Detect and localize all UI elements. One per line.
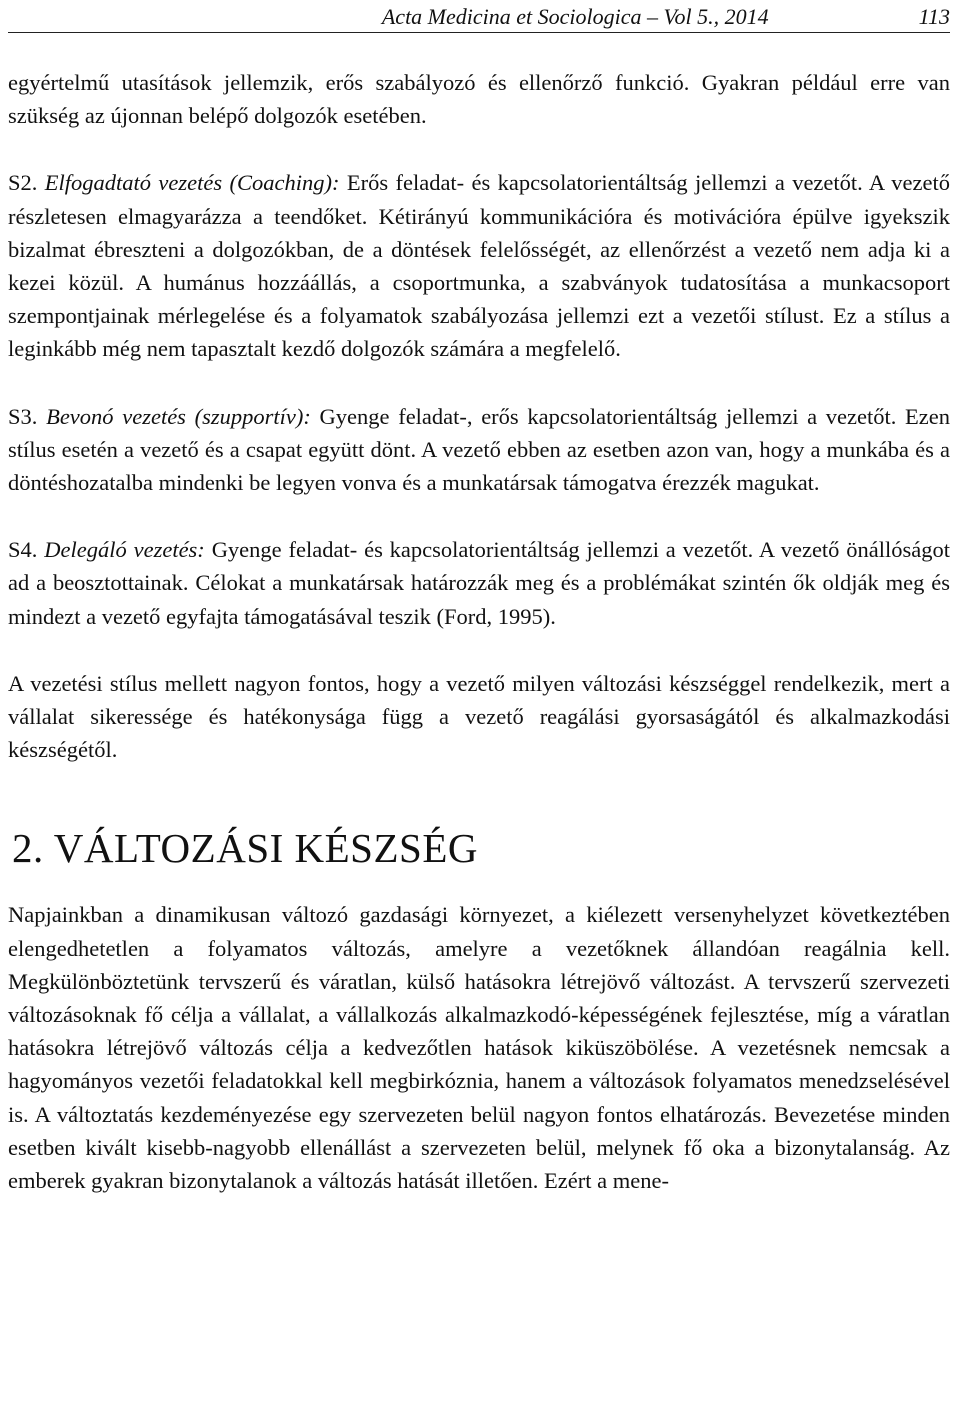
s3-label: S3. [8,403,38,429]
s4-text: Gyenge feladat- és kapcsolatorientáltság jellemzi a vezetőt. A vezető önállóságot ad a beosztottainak. Célokat a munkatársak határozzák meg és a problémákat szintén ők oldják meg és mindezt a vezető egyfajta támogatásával teszik (Ford, 1995). [8,537,951,629]
page-number: 113 [918,4,950,29]
s4-label: S4. [8,537,38,563]
s2-text: Erős feladat- és kapcsolatorientáltság jellemzi a vezetőt. A vezető részletesen elmagyarázza a teendőket. Kétirányú kommunikációra és motivációra épülve igyekszik bizalmat ébreszteni a dolgozókban, de a döntések felelősségét, az ellenőrzést a vezető nem adja ki a kezei közül. A humánus hozzáállás, a csoportmunka, a szabványok tudatosítása a munkacsoport szempontjainak mérlegelése és a folyamatok szabályozása jellemzi ezt a vezetői stílust. Ez a stílus a leginkább még nem tapasztalt kezdő dolgozók számára a megfelelő. [8,170,951,362]
body-text [8,66,950,766]
paragraph-continuation: egyértelmű utasítások jellemzik, erős szabályozó és ellenőrző funkció. Gyakran például erre van szükség az újonnan belépő dolgozók esetében. [8,70,950,129]
section-heading: 2. VÁLTOZÁSI KÉSZSÉG [12,825,478,872]
journal-title: Acta Medicina et Sociologica – Vol 5., 2014 [381,4,769,29]
paragraph-change-skill: Napjainkban a dinamikusan változó gazdasági környezet, a kiélezett versenyhelyzet következtében elengedhetetlen a folyamatos változás, amelyre a vezetőknek állandóan reagálnia kell. Megkülönböztetünk tervszerű és váratlan, külső hatásokra létrejövő változást. A tervszerű szervezeti változásoknak fő célja a vállalat, a vállalkozás alkalmazkodó-képességének fejlesztése, míg a váratlan hatásokra létrejövő változás célja a kedvezőtlen hatások kiküszöbölése. A vezetésnek nemcsak a hagyományos vezetői feladatokkal kell megbirkóznia, hanem a változások folyamatos menedzselésével is. A változtatás kezdeményezése egy szervezeten belül nagyon fontos elhatározás. Bevezetése minden esetben kivált kisebb-nagyobb ellenállást a szervezeten belül, melynek fő oka a bizonytalanság. Az emberek gyakran bizonytalanok a változás hatását illetően. Ezért a mene- [8,902,950,1194]
paragraph-s4 [8,533,950,633]
s2-label: S2. [8,170,38,196]
s2-title: Elfogadtató vezetés (Coaching): [44,170,340,196]
section-body [8,898,950,1197]
running-header [8,0,950,33]
s3-text: Gyenge feladat-, erős kapcsolatorientáltság jellemzi a vezetőt. Ezen stílus esetén a vezető és a csapat együtt dönt. A vezető ebben az esetben azon van, hogy a munkába és a döntéshozatalba mindenki be legyen vonva és a munkatársak támogatva érezzék magukat. [8,403,951,496]
paragraph-leadership-change: A vezetési stílus mellett nagyon fontos, hogy a vezető milyen változási készséggel rendelkezik, mert a vállalat sikeressége és hatékonysága függ a vezető reagálási gyorsaságától és alkalmazkodási készségétől. [8,670,950,763]
paragraph-s2 [8,166,950,365]
s4-title: Delegáló vezetés: [44,537,205,563]
paragraph-s3 [8,400,950,500]
s3-title: Bevonó vezetés (szupportív): [46,403,311,429]
